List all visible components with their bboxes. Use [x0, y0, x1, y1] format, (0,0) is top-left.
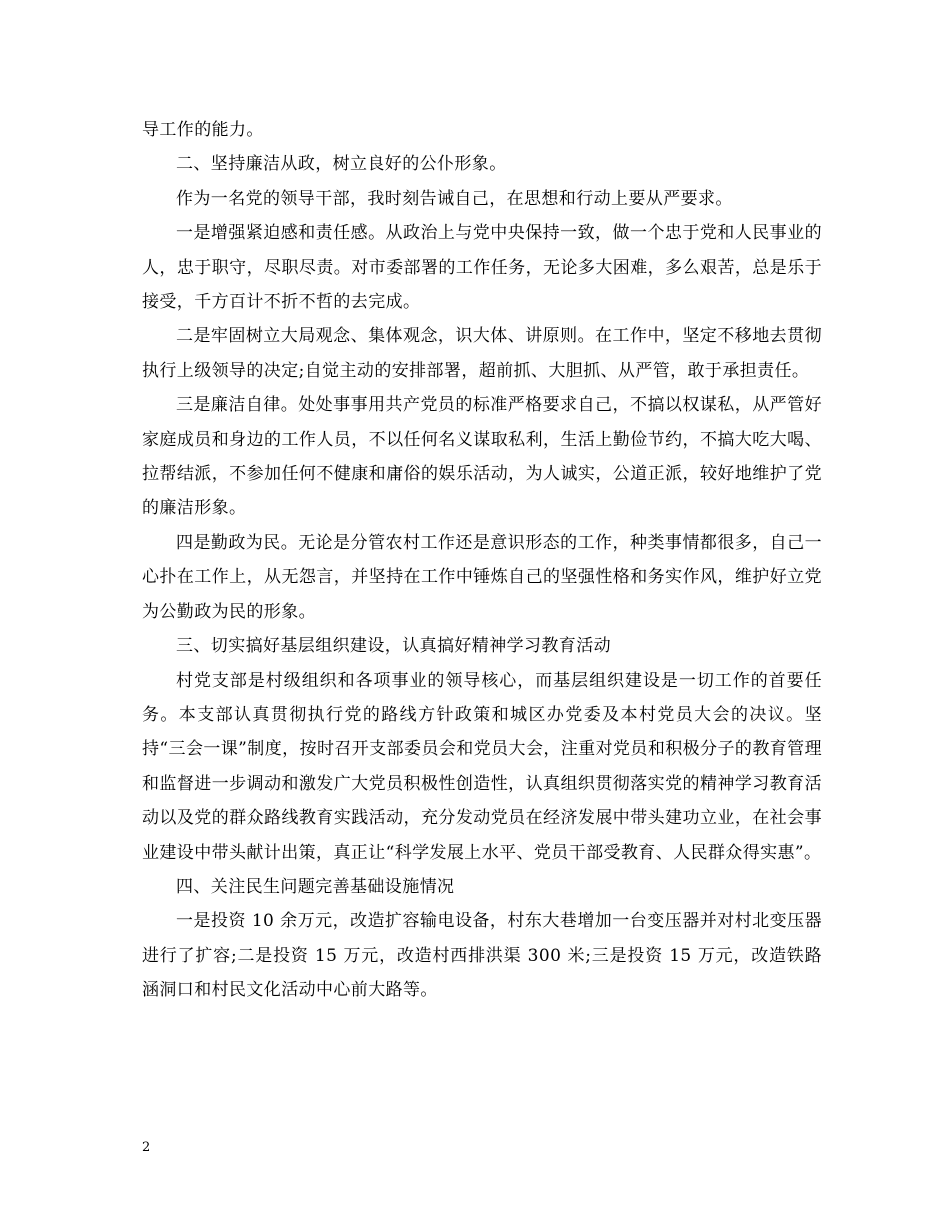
body-paragraph: 四是勤政为民。无论是分管农村工作还是意识形态的工作，种类事情都很多，自己一心扑在工作上，从无怨言，并坚持在工作中锤炼自己的坚强性格和务实作风，维护好立党为公勤政为民的形象。 — [142, 532, 822, 622]
body-paragraph: 一是投资 10 余万元，改造扩容输电设备，村东大巷增加一台变压器并对村北变压器进行了扩容;二是投资 15 万元，改造村西排洪渠 300 米;三是投资 15 万元，改造铁路涵洞口和村民文化活动中心前大路等。 — [142, 911, 822, 1001]
document-body — [142, 113, 822, 1008]
body-paragraph: 三、切实搞好基层组织建设，认真搞好精神学习教育活动 — [176, 636, 611, 657]
page-number: 2 — [142, 1140, 151, 1155]
body-paragraph: 导工作的能力。 — [142, 120, 264, 140]
body-paragraph: 三是廉洁自律。处处事事用共产党员的标准严格要求自己，不搞以权谋私，从严管好家庭成员和身边的工作人员，不以任何名义谋取私利，生活上勤俭节约，不搞大吃大喝、拉帮结派，不参加任何不健康和庸俗的娱乐活动，为人诚实，公道正派，较好地维护了党的廉洁形象。 — [142, 395, 822, 519]
body-paragraph: 作为一名党的领导干部，我时刻告诫自己，在思想和行动上要从严要求。 — [176, 188, 733, 209]
body-paragraph: 一是增强紧迫感和责任感。从政治上与党中央保持一致，做一个忠于党和人民事业的人，忠于职守，尽职尽责。对市委部署的工作任务，无论多大困难，多么艰苦，总是乐于接受，千方百计不折不哲的去完成。 — [142, 223, 822, 313]
body-paragraph: 二、坚持廉洁从政，树立良好的公仆形象。 — [176, 154, 507, 175]
body-paragraph: 二是牢固树立大局观念、集体观念，识大体、讲原则。在工作中，坚定不移地去贯彻执行上级领导的决定;自觉主动的安排部署，超前抓、大胆抓、从严管，敢于承担责任。 — [142, 326, 822, 381]
body-paragraph: 四、关注民生问题完善基础设施情况 — [176, 876, 455, 897]
body-paragraph: 村党支部是村级组织和各项事业的领导核心，而基层组织建设是一切工作的首要任务。本支部认真贯彻执行党的路线方针政策和城区办党委及本村党员大会的决议。坚持“三会一课”制度，按时召开支部委员会和党员大会，注重对党员和积极分子的教育管理和监督进一步调动和激发广大党员积极性创造性，认真组织贯彻落实党的精神学习教育活动以及党的群众路线教育实践活动，充分发动党员在经济发展中带头建功立业，在社会事业建设中带头献计出策，真正让“科学发展上水平、党员干部受教育、人民群众得实惠”。 — [142, 670, 822, 863]
